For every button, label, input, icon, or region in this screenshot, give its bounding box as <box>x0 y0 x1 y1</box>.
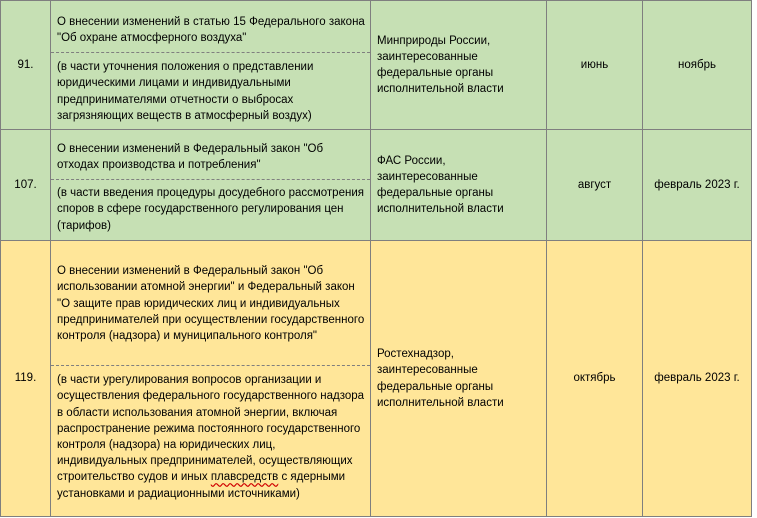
row-number: 119. <box>1 241 51 517</box>
table-row <box>1 1 752 130</box>
bill-title: О внесении изменений в Федеральный закон "Об отходах производства и потребления" <box>51 136 370 180</box>
deadline: февраль 2023 г. <box>643 130 752 241</box>
bill-cell <box>51 1 371 130</box>
responsible-agency: ФАС России, заинтересованные федеральные органы исполнительной власти <box>371 130 547 241</box>
bill-scope-text: (в части урегулирования вопросов организации и осуществления федерального государственного надзора в области использования атомной энергии, включая распространение режима постоянного государственного контроля (надзора) на юридических лиц, индивидуальных предпринимателей, осуществляющих строительство судов и иных <box>57 374 365 484</box>
deadline: февраль 2023 г. <box>643 241 752 517</box>
bill-scope-text: с ядерными установками и радиационными источниками) <box>57 471 346 500</box>
bill-cell <box>51 130 371 241</box>
table-row <box>1 241 752 517</box>
submission-month: июнь <box>547 1 643 130</box>
row-number: 91. <box>1 1 51 130</box>
responsible-agency: Минприроды России, заинтересованные федеральные органы исполнительной власти <box>371 1 547 130</box>
responsible-agency: Ростехнадзор, заинтересованные федеральные органы исполнительной власти <box>371 241 547 517</box>
submission-month: август <box>547 130 643 241</box>
bill-title: О внесении изменений в статью 15 Федерального закона "Об охране атмосферного воздуха" <box>51 6 370 53</box>
submission-month: октябрь <box>547 241 643 517</box>
bill-scope <box>51 366 370 502</box>
bill-title: О внесении изменений в Федеральный закон "Об использовании атомной энергии" и Федеральный закон "О защите прав юридических лиц и индивидуальных предпринимателей при осуществлении государственного контроля (надзора) и муниципального контроля" <box>51 255 370 366</box>
table-row <box>1 130 752 241</box>
deadline: ноябрь <box>643 1 752 130</box>
bill-cell <box>51 241 371 517</box>
bill-scope: (в части уточнения положения о представлении юридическими лицами и индивидуальными предпринимателями отчетности о выбросах загрязняющих веществ в атмосферный воздух) <box>57 61 314 122</box>
bill-scope: (в части введения процедуры досудебного рассмотрения споров в сфере государственного регулирования цен (тарифов) <box>57 187 364 232</box>
misspelled-word: плавсредств <box>210 471 279 484</box>
row-number: 107. <box>1 130 51 241</box>
